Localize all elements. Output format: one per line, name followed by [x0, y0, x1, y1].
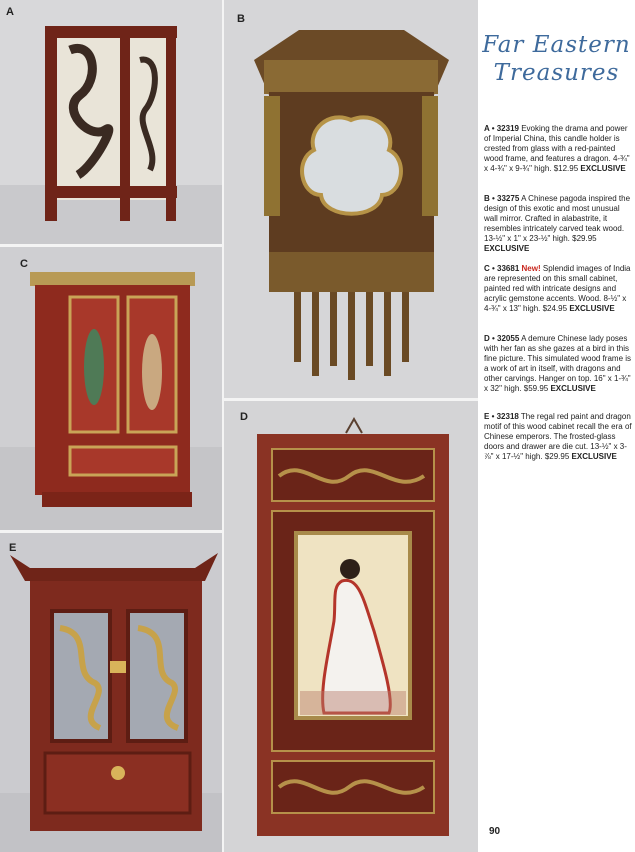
panel-label-d: D — [240, 411, 248, 423]
entry-sku: 32055 — [497, 334, 520, 343]
section-title-line-1: Far Eastern — [482, 32, 631, 58]
panel-label-a: A — [6, 6, 14, 18]
photo-dragon-cabinet — [0, 533, 222, 852]
product-entry-c: C • 33681 New! Splendid images of India are represented on this small cabinet, painted red with intricate designs and acrylic gemstone accents. Wood. 8-½" x 4-¾" x 13" high. $24.95 EXCLUSIVE — [484, 264, 631, 313]
exclusive-badge: EXCLUSIVE — [571, 452, 617, 461]
panel-label-e: E — [9, 542, 17, 554]
entry-text: The regal red paint and dragon motif of this wood cabinet recall the era of Chinese emperors. The frosted-glass doors and drawer are die cut. 13-½" x 3-⅞" x 17-½" high. $29.95 — [484, 412, 632, 461]
exclusive-badge: EXCLUSIVE — [580, 164, 626, 173]
pagoda-mirror-illustration — [224, 0, 478, 398]
entry-letter: D — [484, 334, 490, 343]
dragon-cabinet-illustration — [0, 533, 222, 852]
new-badge: New! — [521, 264, 541, 273]
entry-text: A Chinese pagoda inspired the design of this exotic and most unusual wall mirror. Crafted in alabastrite, it resembles intricately carved teak wood. 13-½" x 1" x 23-½" high. $29.95 — [484, 194, 631, 243]
entry-letter: B — [484, 194, 490, 203]
page-number: 90 — [489, 826, 501, 837]
photo-candle-holder — [0, 0, 222, 244]
exclusive-badge: EXCLUSIVE — [550, 384, 596, 393]
product-description-column — [478, 0, 635, 852]
product-entry-e: E • 32318 The regal red paint and dragon motif of this wood cabinet recall the era of Chinese emperors. The frosted-glass doors and drawer are die cut. 13-½" x 3-⅞" x 17-½" high. $29.95 EXCLUSIVE — [484, 412, 632, 461]
india-cabinet-illustration — [0, 247, 222, 530]
entry-sku: 32318 — [496, 412, 519, 421]
photo-pagoda-mirror — [224, 0, 478, 398]
lady-picture-illustration — [224, 401, 478, 852]
product-entry-d: D • 32055 A demure Chinese lady poses with her fan as she gazes at a bird in this fine picture. This simulated wood frame is a work of art in itself, with dragons and other carvings. Hanger on top. 16" x 1-¾" x 32" high. $59.95 EXCLUSIVE — [484, 334, 632, 393]
exclusive-badge: EXCLUSIVE — [569, 304, 615, 313]
exclusive-badge: EXCLUSIVE — [484, 244, 530, 253]
product-entry-a: A • 32319 Evoking the drama and power of Imperial China, this candle holder is crested from glass with a red-painted wood frame, and features a dragon. 4-¾" x 4-¾" x 9-¾" high. $12.95 EXCLUSIVE — [484, 124, 630, 173]
entry-text: Splendid images of India are represented on this small cabinet, painted red with intricate designs and acrylic gemstone accents. Wood. 8-½" x 4-¾" x 13" high. $24.95 — [484, 264, 631, 313]
photo-india-cabinet — [0, 247, 222, 530]
entry-sku: 33681 — [497, 264, 520, 273]
candle-holder-illustration — [0, 0, 222, 244]
product-entry-b: B • 33275 A Chinese pagoda inspired the design of this exotic and most unusual wall mirror. Crafted in alabastrite, it resembles intricately carved teak wood. 13-½" x 1" x 23-½" high. $29.95 EXCLUSIVE — [484, 194, 631, 253]
entry-sku: 32319 — [496, 124, 519, 133]
photo-lady-picture — [224, 401, 478, 852]
entry-text: A demure Chinese lady poses with her fan as she gazes at a bird in this fine picture. This simulated wood frame is a work of art in itself, with dragons and other carvings. Hanger on top. 16" x 1-¾" x 32" high. $59.95 — [484, 334, 632, 393]
entry-letter: E — [484, 412, 490, 421]
entry-letter: C — [484, 264, 490, 273]
section-title-line-2: Treasures — [493, 60, 620, 86]
panel-label-c: C — [20, 258, 28, 270]
entry-text: Evoking the drama and power of Imperial China, this candle holder is crested from glass with a red-painted wood frame, and features a dragon. 4-¾" x 4-¾" x 9-¾" high. $12.95 — [484, 124, 630, 173]
entry-sku: 33275 — [497, 194, 520, 203]
panel-label-b: B — [237, 13, 245, 25]
entry-letter: A — [484, 124, 490, 133]
